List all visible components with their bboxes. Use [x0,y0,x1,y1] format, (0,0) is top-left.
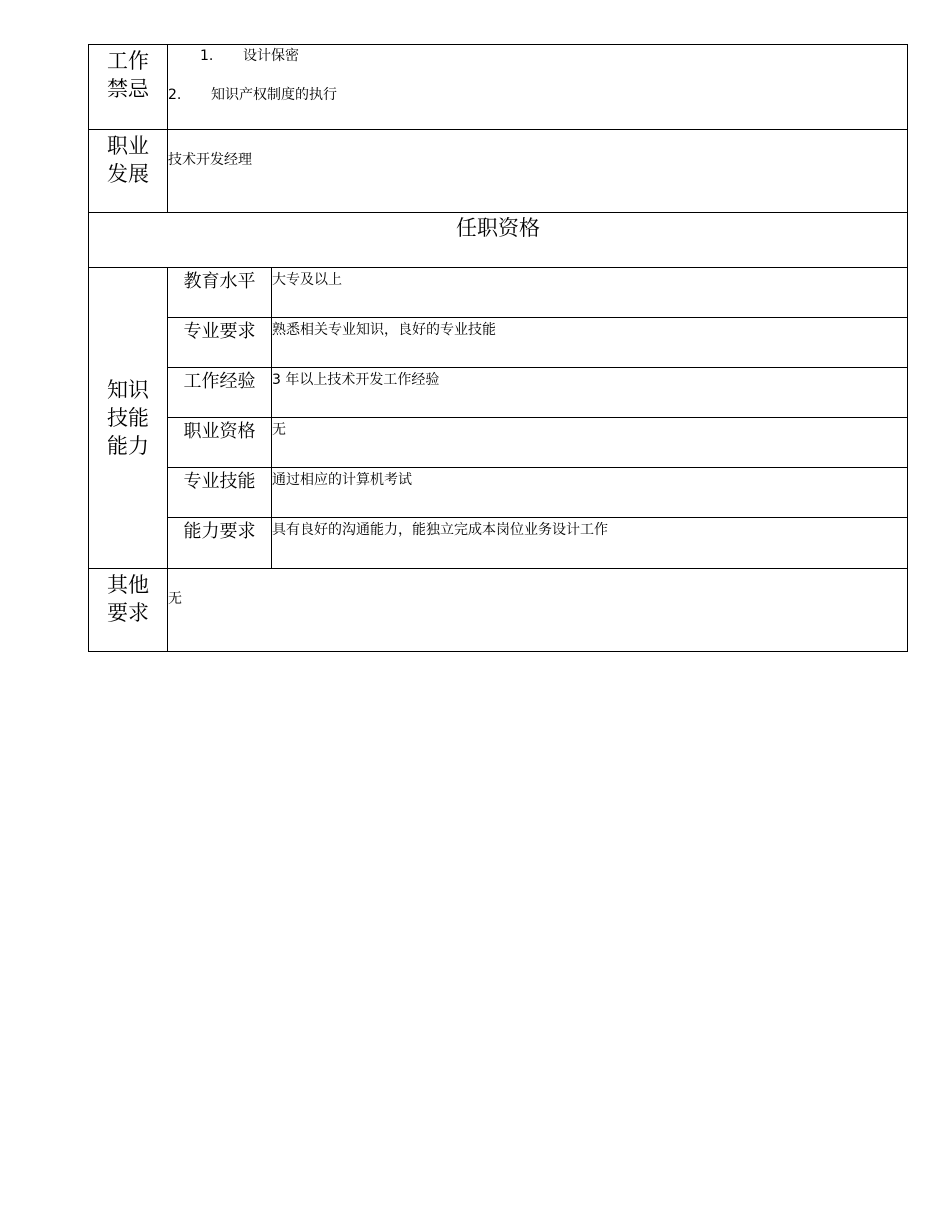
ability-label-major: 专业要求 [168,318,272,368]
other-row [89,569,908,652]
ability-label-education: 教育水平 [168,268,272,318]
ability-value-experience: 3 年以上技术开发工作经验 [272,368,908,418]
career-value: 技术开发经理 [168,130,908,213]
list-item-number: 2. [168,87,182,103]
ability-label-experience: 工作经验 [168,368,272,418]
career-row [89,130,908,213]
prohibitions-list [168,45,908,130]
job-description-table [88,44,908,652]
ability-value-skills: 通过相应的计算机考试 [272,468,908,518]
list-item-text: 知识产权制度的执行 [211,87,337,103]
ability-value-certification: 无 [272,418,908,468]
list-item-text: 设计保密 [243,48,299,64]
ability-value-competency: 具有良好的沟通能力，能独立完成本岗位业务设计工作 [272,518,908,569]
ability-row [89,318,908,368]
ability-label-certification: 职业资格 [168,418,272,468]
other-value: 无 [168,569,908,652]
prohibitions-row [89,45,908,130]
ability-label-competency: 能力要求 [168,518,272,569]
career-header: 职业发展 [89,130,168,213]
qualifications-row [89,213,908,268]
qualifications-title: 任职资格 [89,213,908,268]
ability-header: 知识技能能力 [89,268,168,569]
list-item [168,45,907,66]
prohibitions-header: 工作禁忌 [89,45,168,130]
ability-row [89,268,908,318]
ability-row [89,468,908,518]
list-item [168,66,907,105]
ability-row [89,418,908,468]
list-item-number: 1. [200,48,214,64]
ability-row [89,518,908,569]
ability-value-major: 熟悉相关专业知识，良好的专业技能 [272,318,908,368]
ability-label-skills: 专业技能 [168,468,272,518]
other-header: 其他要求 [89,569,168,652]
ability-value-education: 大专及以上 [272,268,908,318]
ability-row [89,368,908,418]
